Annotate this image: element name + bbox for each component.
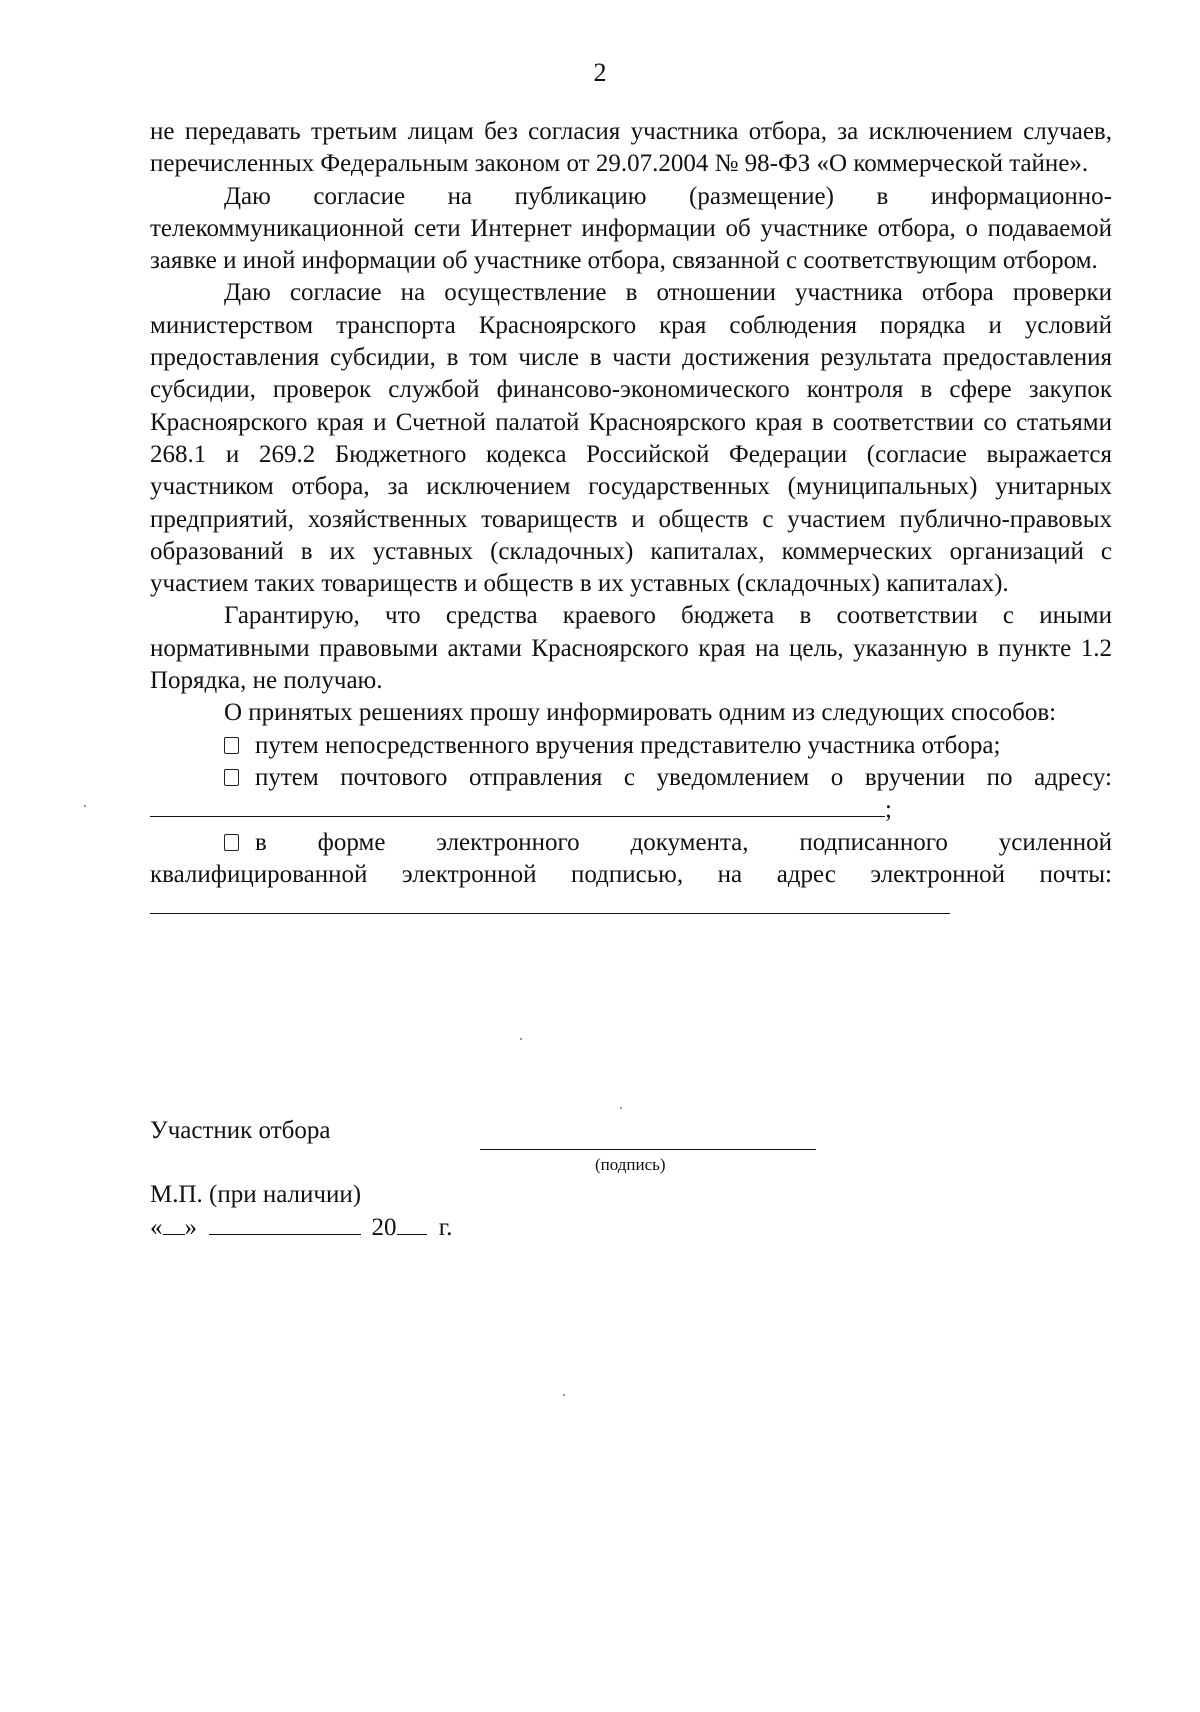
scan-speck bbox=[620, 1107, 622, 1109]
checkbox-postal-delivery[interactable] bbox=[224, 769, 239, 786]
address-fill-line[interactable] bbox=[150, 794, 885, 817]
signature-caption: (подпись) bbox=[595, 1155, 666, 1174]
document-body bbox=[150, 116, 1112, 923]
paragraph-publication-consent: Даю согласие на публикацию (размещение) в информационно-телекоммуникационной сети Интернет информации об участнике отбора, о подаваемой заявке и иной информации об участнике отбора, связанной с соответствующим отбором. bbox=[150, 182, 1112, 275]
option-email-delivery-label: в форме электронного документа, подписанного усиленной квалифицированной электронной подписью, на адрес электронной почты: bbox=[150, 828, 1112, 888]
date-quote-open: « bbox=[150, 1214, 163, 1241]
email-fill-line[interactable] bbox=[150, 891, 950, 914]
paragraph-guarantee: Гарантирую, что средства краевого бюджета в соответствии с иными нормативными правовыми актами Красноярского края на цель, указанную в пункте 1.2 Порядка, не получаю. bbox=[150, 602, 1112, 695]
date-line bbox=[150, 1212, 452, 1244]
checkbox-email-delivery[interactable] bbox=[224, 834, 239, 851]
month-fill-line[interactable] bbox=[209, 1212, 361, 1235]
paragraph-confidentiality: не передавать третьим лицам без согласия участника отбора, за исключением случаев, перечисленных Федеральным законом от 29.07.2004 № 98-ФЗ «О коммерческой тайне». bbox=[150, 118, 1112, 178]
option-personal-delivery bbox=[150, 730, 1112, 762]
year-suffix: г. bbox=[438, 1214, 453, 1241]
address-line-end: ; bbox=[885, 796, 892, 824]
scan-speck bbox=[520, 1038, 522, 1040]
day-fill-line[interactable] bbox=[163, 1212, 185, 1235]
option-postal-delivery bbox=[150, 762, 1112, 827]
year-fill-line[interactable] bbox=[397, 1212, 427, 1235]
paragraph-audit-consent: Даю согласие на осуществление в отношении участника отбора проверки министерством транспорта Красноярского края соблюдения порядка и условий предоставления субсидии, в том числе в части достижения результата предоставления субсидии, проверок службой финансово-экономического контроля в сфере закупок Красноярского края и Счетной палатой Красноярского края в соответствии со статьями 268.1 и 269.2 Бюджетного кодекса Российской Федерации (согласие выражается участником отбора, за исключением государственных (муниципальных) унитарных предприятий, хозяйственных товариществ и обществ с участием публично-правовых образований в их уставных (складочных) капиталах, коммерческих организаций с участием таких товариществ и обществ в их уставных (складочных) капиталах). bbox=[150, 279, 1112, 598]
scan-speck bbox=[84, 805, 86, 807]
date-quote-close: » bbox=[184, 1214, 197, 1241]
signature-row bbox=[150, 1115, 1050, 1174]
scan-speck bbox=[563, 1394, 565, 1396]
checkbox-personal-delivery[interactable] bbox=[224, 737, 239, 754]
option-email-delivery bbox=[150, 827, 1112, 924]
stamp-label: М.П. (при наличии) bbox=[150, 1181, 362, 1208]
signature-line[interactable] bbox=[480, 1149, 816, 1150]
paragraph-notification-methods: О принятых решениях прошу информировать одним из следующих способов: bbox=[224, 699, 1057, 727]
signature-block bbox=[150, 1115, 1050, 1241]
option-personal-delivery-label: путем непосредственного вручения представителю участника отбора; bbox=[255, 731, 1001, 759]
participant-label: Участник отбора bbox=[150, 1117, 331, 1144]
year-prefix: 20 bbox=[371, 1214, 397, 1241]
option-postal-delivery-label: путем почтового отправления с уведомлением о вручении по адресу: bbox=[255, 763, 1112, 791]
page-number: 2 bbox=[593, 58, 607, 87]
